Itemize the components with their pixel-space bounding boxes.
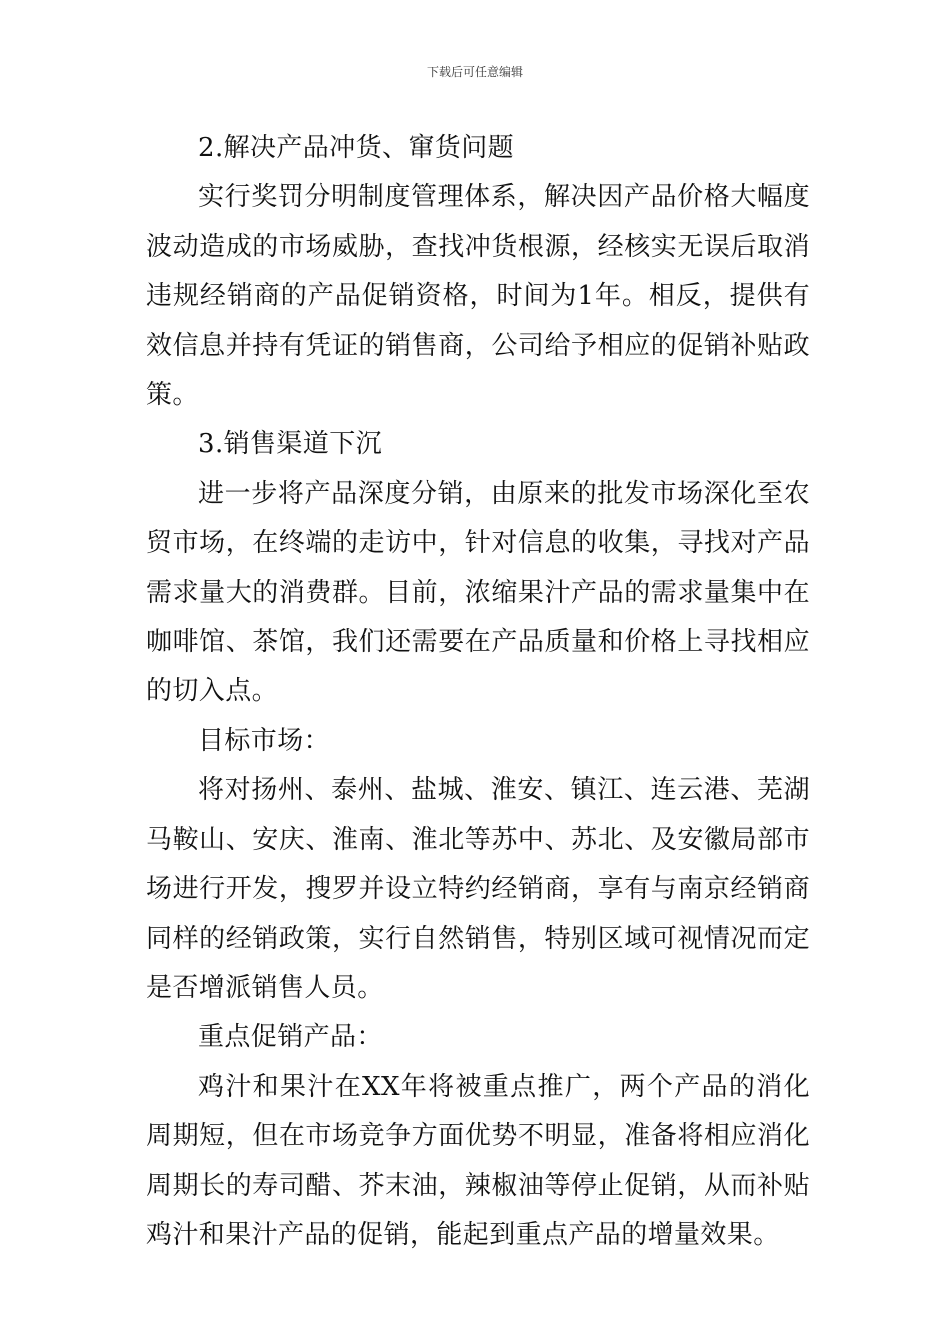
paragraph-deep-distribution: 进一步将产品深度分销，由原来的批发市场深化至农贸市场，在终端的走访中，针对信息的收集，寻找对产品需求量大的消费群。目前，浓缩果汁产品的需求量集中在咖啡馆、茶馆，我们还需要在产品质量和价格上寻找相应的切入点。	[146, 478, 810, 707]
section-heading-channel-conflict: 2.解决产品冲货、窜货问题	[198, 133, 515, 163]
page-header-note: 下载后可任意编辑	[426, 65, 523, 79]
section-heading-channel-sinking: 3.销售渠道下沉	[198, 429, 383, 460]
paragraph-key-products-details: 鸡汁和果汁在XX年将被重点推广，两个产品的消化周期短，但在市场竞争方面优势不明显，准备将相应消化周期长的寿司醋、芥末油，辣椒油等停止促销，从而补贴鸡汁和果汁产品的促销，能起到重点产品的增量效果。	[146, 1071, 810, 1250]
paragraph-reward-penalty-system: 实行奖罚分明制度管理体系，解决因产品价格大幅度波动造成的市场威胁，查找冲货根源，经核实无误后取消违规经销商的产品促销资格，时间为1年。相反，提供有效信息并持有凭证的销售商，公司给予相应的促销补贴政策。	[146, 182, 810, 411]
section-heading-target-market: 目标市场：	[198, 725, 331, 756]
section-heading-key-products: 重点促销产品：	[198, 1022, 383, 1053]
paragraph-target-market-details: 将对扬州、泰州、盐城、淮安、镇江、连云港、芜湖马鞍山、安庆、淮南、淮北等苏中、苏北、及安徽局部市场进行开发，搜罗并设立特约经销商，享有与南京经销商同样的经销政策，实行自然销售，特别区域可视情况而定是否增派销售人员。	[146, 775, 810, 1003]
document-body	[146, 124, 810, 1260]
